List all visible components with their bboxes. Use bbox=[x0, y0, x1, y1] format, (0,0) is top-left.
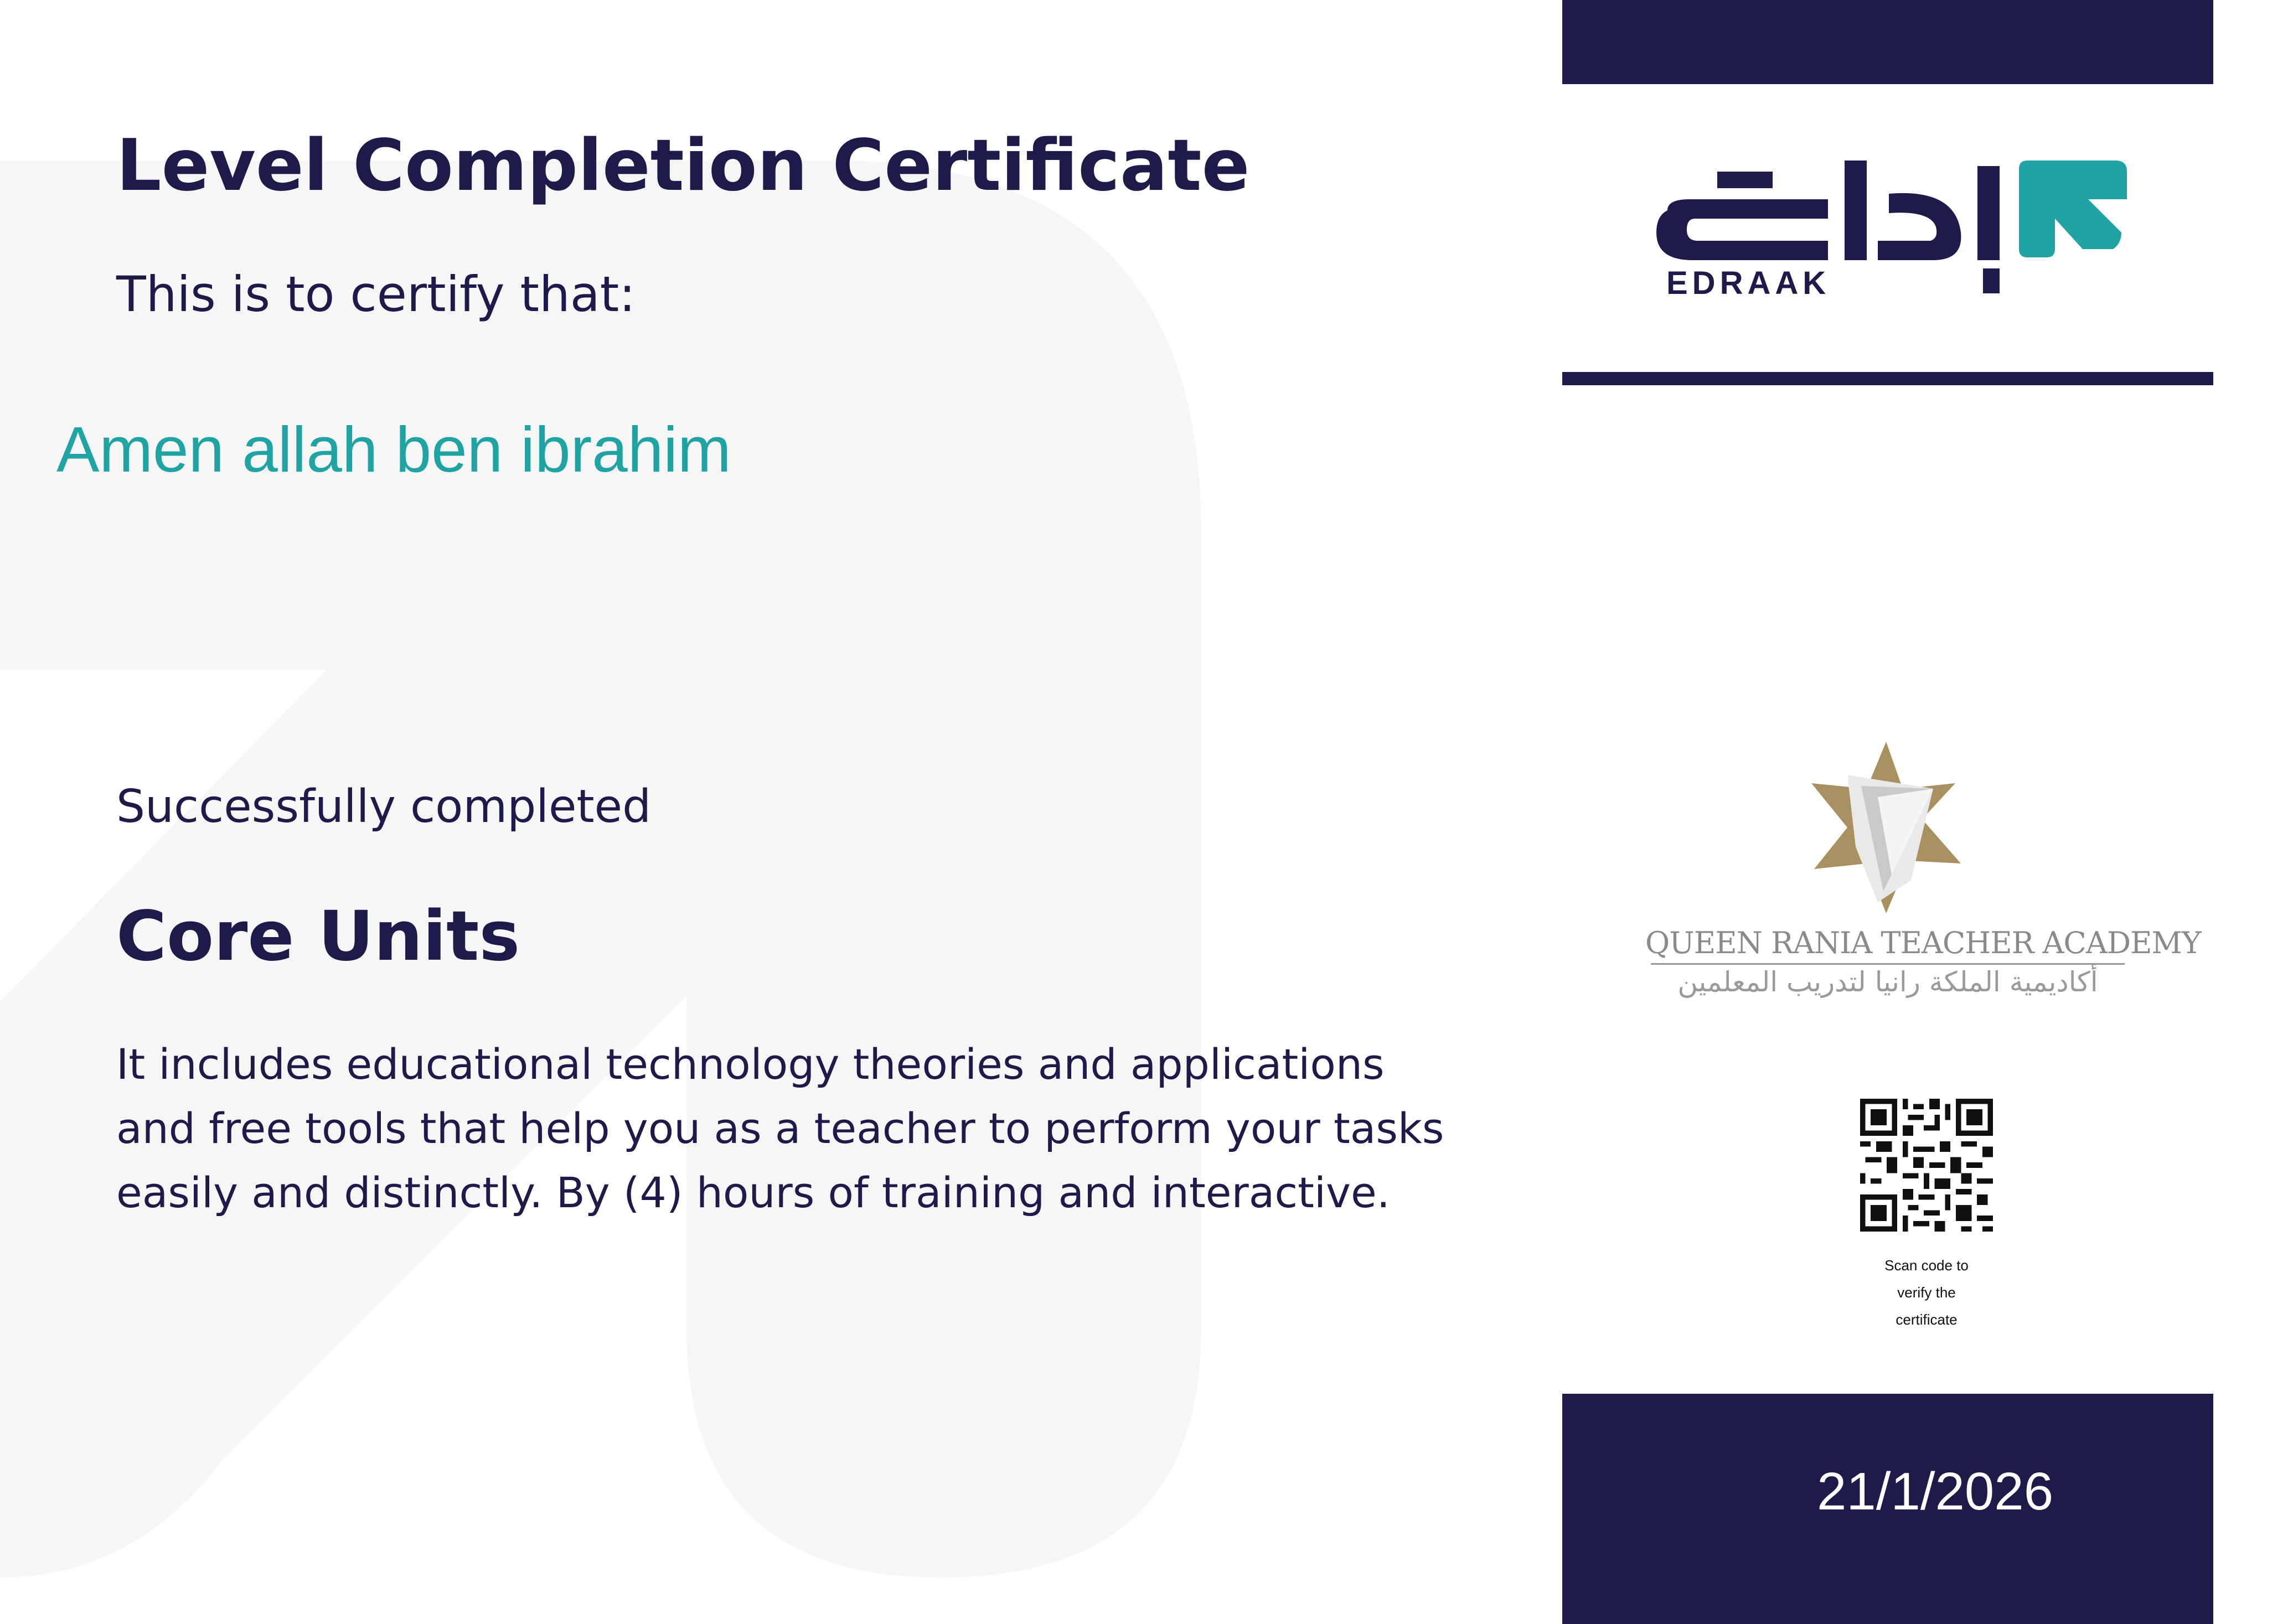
certificate-title: Level Completion Certificate bbox=[116, 125, 1250, 207]
academy-name-en: QUEEN RANIA TEACHER ACADEMY bbox=[1645, 925, 2201, 960]
course-description: It includes educational technology theories and applications and free tools that help you as a teacher to perform your tasks easily and distinctly. By (4) hours of training and interactive. bbox=[116, 1039, 1444, 1217]
divider-bar bbox=[1562, 372, 2213, 385]
verification-line-1: Scan code to bbox=[1884, 1257, 1969, 1274]
recipient-name: Amen allah ben ibrahim bbox=[56, 413, 731, 485]
verification-note bbox=[1827, 1252, 2026, 1333]
qr-code-icon[interactable] bbox=[1860, 1099, 1993, 1232]
course-title: Core Units bbox=[116, 897, 520, 976]
certify-text: This is to certify that: bbox=[116, 266, 636, 323]
star-logo-icon bbox=[1795, 736, 1977, 919]
verification-line-3: certificate bbox=[1896, 1311, 1958, 1328]
academy-divider bbox=[1651, 963, 2125, 965]
academy-name-ar: أكاديمية الملكة رانيا لتدريب المعلمين bbox=[1677, 966, 2098, 998]
completed-text: Successfully completed bbox=[116, 780, 652, 833]
issue-date: 21/1/2026 bbox=[1817, 1462, 2054, 1521]
edraak-label: EDRAAK bbox=[1666, 265, 1831, 301]
verification-line-2: verify the bbox=[1897, 1284, 1956, 1301]
top-bar bbox=[1562, 0, 2213, 84]
certificate-sidebar bbox=[1562, 0, 2213, 1624]
